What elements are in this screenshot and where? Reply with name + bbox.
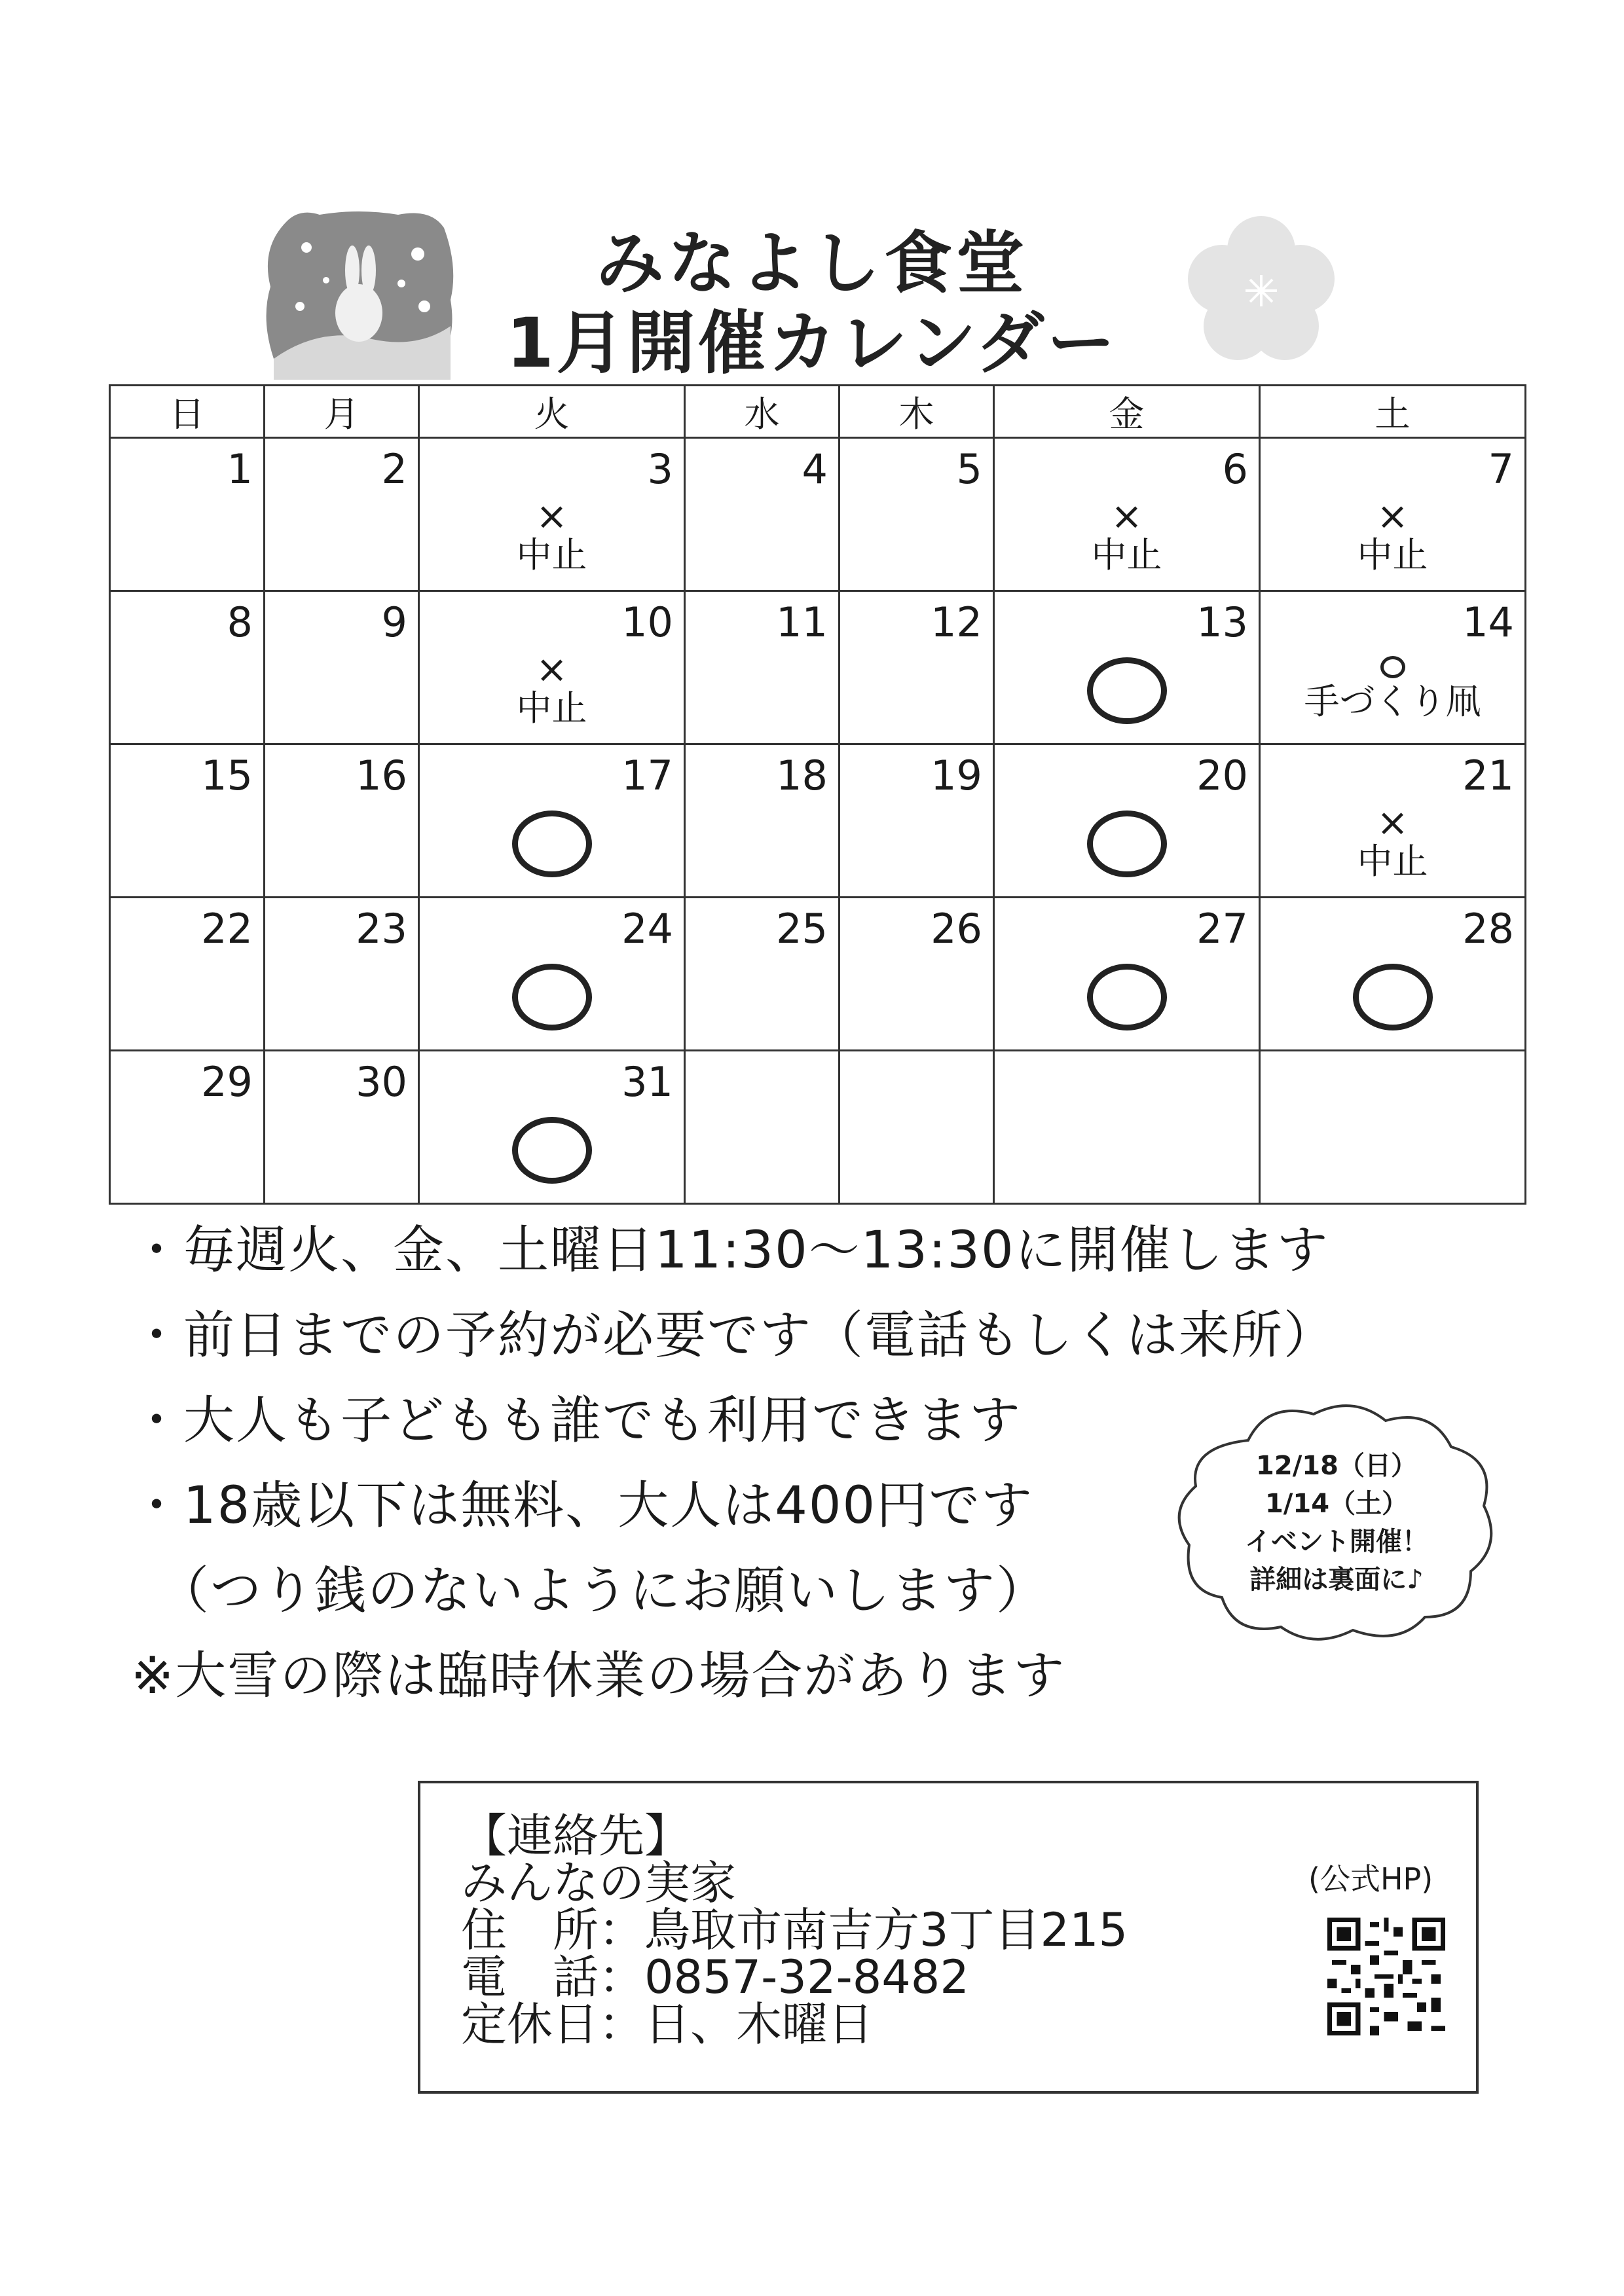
calendar-day-cell [1260, 438, 1526, 591]
calendar-day-cell [1260, 591, 1526, 744]
calendar-day-cell [685, 438, 840, 591]
day-number: 3 [647, 445, 673, 493]
day-number: 4 [802, 445, 828, 493]
calendar-day-cell [419, 744, 685, 898]
cross-icon: × [536, 494, 568, 538]
day-number: 28 [1462, 905, 1514, 953]
calendar-day-cell [994, 1051, 1260, 1204]
note-line: ・毎週火、金、土曜日11:30〜13:30に開催します [131, 1221, 1329, 1280]
qr-code-icon[interactable] [1327, 1918, 1445, 2035]
day-number: 22 [201, 905, 253, 953]
note-line: ※大雪の際は臨時休業の場合があります [131, 1647, 1066, 1705]
day-number: 14 [1462, 598, 1514, 646]
contact-heading: 【連絡先】 [461, 1809, 690, 1863]
note-line: ・前日までの予約が必要です（電話もしくは来所） [131, 1306, 1337, 1365]
calendar-day-cell [994, 591, 1260, 744]
bubble-line: イベント開催！ [1245, 1527, 1428, 1557]
day-number: 20 [1196, 752, 1248, 799]
note-line: ・大人も子どもも誰でも利用できます [131, 1391, 1022, 1450]
open-circle-icon [512, 1117, 592, 1184]
calendar-day-cell [419, 898, 685, 1051]
cross-icon: × [536, 647, 568, 691]
open-circle-icon [512, 811, 592, 877]
open-circle-icon [1380, 656, 1405, 678]
cancel-label: 中止 [1357, 534, 1428, 575]
cancel-label: 中止 [516, 687, 587, 729]
contact-closed-days: 定休日：日、木曜日 [461, 1997, 874, 2051]
calendar-day-cell [685, 1051, 840, 1204]
day-number: 16 [356, 752, 407, 799]
calendar-day-cell [1260, 744, 1526, 898]
calendar-day-cell [110, 438, 265, 591]
calendar-day-cell [840, 744, 994, 898]
day-number: 25 [776, 905, 828, 953]
day-number: 13 [1196, 598, 1248, 646]
calendar-week-row [110, 744, 1526, 898]
day-number: 30 [356, 1058, 407, 1106]
weekday-header: 月 [265, 386, 419, 438]
cancel-mark [420, 496, 684, 575]
open-circle-icon [1087, 657, 1167, 724]
contact-box [418, 1781, 1479, 2094]
day-number: 2 [381, 445, 407, 493]
calendar-day-cell [840, 1051, 994, 1204]
day-number: 8 [227, 598, 253, 646]
calendar-day-cell [265, 438, 419, 591]
calendar-day-cell [685, 744, 840, 898]
day-number: 27 [1196, 905, 1248, 953]
calendar-day-cell [265, 1051, 419, 1204]
contact-address: 住 所：鳥取市南吉方3丁目215 [461, 1903, 1128, 1957]
calendar-day-cell [685, 898, 840, 1051]
bubble-line: 1/14（土） [1264, 1489, 1409, 1519]
event-label: 手づくり凧 [1304, 681, 1481, 722]
calendar-day-cell [840, 438, 994, 591]
cross-icon: × [1376, 800, 1409, 845]
cancel-label: 中止 [516, 534, 587, 575]
calendar-day-cell [419, 438, 685, 591]
calendar-day-cell [265, 898, 419, 1051]
calendar-day-cell [685, 591, 840, 744]
weekday-header: 火 [419, 386, 685, 438]
calendar-week-row [110, 591, 1526, 744]
calendar-day-cell [994, 744, 1260, 898]
calendar-day-cell [840, 898, 994, 1051]
day-number: 11 [776, 598, 828, 646]
day-number: 26 [931, 905, 982, 953]
cross-icon: × [1376, 494, 1409, 538]
day-number: 18 [776, 752, 828, 799]
calendar-table [109, 384, 1526, 1205]
weekday-header: 土 [1260, 386, 1526, 438]
page-subtitle: 1月開催カレンダー [506, 303, 1118, 383]
event-bubble [1170, 1447, 1504, 1599]
day-number: 5 [956, 445, 982, 493]
calendar-day-cell [110, 1051, 265, 1204]
calendar-day-cell [1260, 1051, 1526, 1204]
day-number: 10 [621, 598, 673, 646]
weekday-header: 日 [110, 386, 265, 438]
note-line: （つり銭のないようにお願いします） [131, 1561, 1049, 1620]
calendar-day-cell [994, 438, 1260, 591]
calendar-day-cell [265, 744, 419, 898]
hp-label: (公式HP) [1308, 1861, 1433, 1897]
calendar-day-cell [110, 898, 265, 1051]
day-number: 19 [931, 752, 982, 799]
cancel-mark [1261, 800, 1524, 882]
cancel-label: 中止 [1091, 534, 1162, 575]
calendar-week-row [110, 1051, 1526, 1204]
bubble-line: 詳細は裏面に♪ [1249, 1565, 1424, 1595]
calendar-week-row [110, 438, 1526, 591]
weekday-header: 金 [994, 386, 1260, 438]
note-line: ・18歳以下は無料、大人は400円です [131, 1476, 1034, 1535]
weekday-header: 木 [840, 386, 994, 438]
day-number: 21 [1462, 752, 1514, 799]
day-number: 9 [381, 598, 407, 646]
day-number: 31 [621, 1058, 673, 1106]
page-title: みなよし食堂 [595, 223, 1028, 303]
contact-phone: 電 話：0857-32-8482 [461, 1950, 969, 2004]
calendar-day-cell [419, 1051, 685, 1204]
weekday-header-row [110, 386, 1526, 438]
contact-details [461, 1809, 1128, 2051]
open-circle-icon [1353, 964, 1433, 1030]
cross-icon: × [1111, 494, 1143, 538]
open-circle-icon [1087, 964, 1167, 1030]
bubble-line: 12/18（日） [1256, 1451, 1417, 1481]
day-number: 23 [356, 905, 407, 953]
cancel-label: 中止 [1357, 841, 1428, 882]
calendar-day-cell [1260, 898, 1526, 1051]
calendar-day-cell [110, 591, 265, 744]
cancel-mark [1261, 496, 1524, 575]
open-circle-icon [512, 964, 592, 1030]
day-number: 7 [1488, 445, 1514, 493]
day-number: 24 [621, 905, 673, 953]
calendar-week-row [110, 898, 1526, 1051]
day-number: 29 [201, 1058, 253, 1106]
weekday-header: 水 [685, 386, 840, 438]
calendar-day-cell [994, 898, 1260, 1051]
info-notes [131, 1208, 1336, 1719]
open-circle-icon [1087, 811, 1167, 877]
contact-name: みんなの実家 [461, 1856, 736, 1910]
day-number: 12 [931, 598, 982, 646]
day-number: 1 [227, 445, 253, 493]
calendar-day-cell [110, 744, 265, 898]
cancel-mark [420, 649, 684, 728]
day-number: 17 [621, 752, 673, 799]
day-number: 15 [201, 752, 253, 799]
cancel-mark [995, 496, 1259, 575]
calendar-day-cell [840, 591, 994, 744]
calendar-day-cell [265, 591, 419, 744]
calendar-day-cell [419, 591, 685, 744]
day-number: 6 [1222, 445, 1248, 493]
